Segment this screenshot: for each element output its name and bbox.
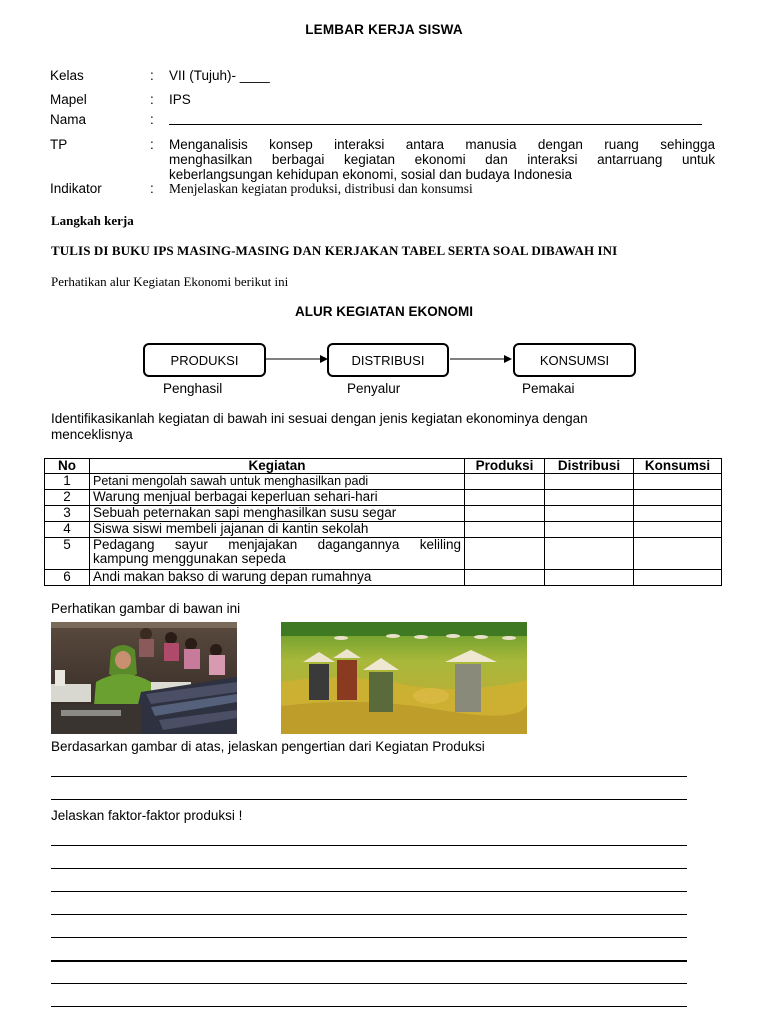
row-no: 4: [45, 522, 90, 538]
check-cell-distribusi[interactable]: [545, 474, 634, 490]
check-cell-produksi[interactable]: [465, 538, 545, 570]
page-title: LEMBAR KERJA SISWA: [305, 22, 463, 37]
flow-box-distribusi-label: DISTRIBUSI: [351, 352, 425, 368]
answer-line-10[interactable]: [51, 1006, 687, 1007]
tp-line-1: Menganalisis konsep interaksi antara manusia dengan ruang sehingga: [169, 137, 715, 152]
check-cell-konsumsi[interactable]: [634, 490, 722, 506]
kelas-label: Kelas: [50, 68, 84, 83]
answer-line-7[interactable]: [51, 937, 687, 938]
check-cell-konsumsi[interactable]: [634, 474, 722, 490]
answer-line-3[interactable]: [51, 845, 687, 846]
check-cell-distribusi[interactable]: [545, 570, 634, 586]
header-produksi: Produksi: [465, 459, 545, 474]
answer-line-1[interactable]: [51, 776, 687, 777]
check-cell-produksi[interactable]: [465, 522, 545, 538]
flow-box-produksi-label: PRODUKSI: [170, 352, 239, 368]
check-cell-distribusi[interactable]: [545, 538, 634, 570]
arrow-distribusi-konsumsi: [449, 352, 515, 366]
flow-caption-penyalur: Penyalur: [347, 381, 401, 396]
row-no: 1: [45, 474, 90, 490]
row-kegiatan-line-1: Pedagang sayur menjajakan dagangannya keliling: [93, 537, 461, 552]
tp-line-3: keberlangsungan kehidupan ekonomi, sosial dan budaya Indonesia: [169, 167, 573, 182]
row-kegiatan: Petani mengolah sawah untuk menghasilkan padi: [90, 474, 465, 490]
table-row: [45, 522, 722, 538]
tp-text: [169, 137, 715, 182]
check-cell-produksi[interactable]: [465, 570, 545, 586]
tp-colon: :: [150, 137, 154, 152]
flow-title: ALUR KEGIATAN EKONOMI: [295, 304, 473, 319]
row-kegiatan-line-2: kampung menggunakan sepeda: [93, 551, 286, 566]
arrow-produksi-distribusi: [264, 352, 330, 366]
header-konsumsi: Konsumsi: [634, 459, 722, 474]
flow-caption-pemakai: Pemakai: [522, 381, 575, 396]
row-kegiatan: Warung menjual berbagai keperluan sehari-hari: [90, 490, 465, 506]
answer-line-5[interactable]: [51, 891, 687, 892]
table-row: [45, 506, 722, 522]
check-cell-distribusi[interactable]: [545, 522, 634, 538]
question-2: Jelaskan faktor-faktor produksi !: [51, 808, 243, 823]
table-row: [45, 474, 722, 490]
check-cell-konsumsi[interactable]: [634, 506, 722, 522]
kelas-colon: :: [150, 68, 154, 83]
table-row: [45, 570, 722, 586]
check-cell-konsumsi[interactable]: [634, 570, 722, 586]
table-row: [45, 490, 722, 506]
rice-harvest-photo: [281, 622, 527, 734]
tp-label: TP: [50, 137, 68, 152]
flow-box-konsumsi-label: KONSUMSI: [539, 352, 610, 368]
identify-line-1: Identifikasikanlah kegiatan di bawah ini sesuai dengan jenis kegiatan ekonominya dengan: [51, 411, 588, 426]
mapel-value: IPS: [169, 92, 191, 107]
row-no: 5: [45, 538, 90, 570]
header-distribusi: Distribusi: [545, 459, 634, 474]
langkah-instruction: TULIS DI BUKU IPS MASING-MASING DAN KERJAKAN TABEL SERTA SOAL DIBAWAH INI: [51, 243, 618, 258]
check-cell-konsumsi[interactable]: [634, 522, 722, 538]
answer-line-2[interactable]: [51, 799, 687, 800]
nama-fill-line[interactable]: [169, 124, 702, 125]
nama-label: Nama: [50, 112, 87, 127]
row-kegiatan: Sebuah peternakan sapi menghasilkan susu segar: [90, 506, 465, 522]
header-kegiatan: Kegiatan: [90, 459, 465, 474]
identify-line-2: menceklisnya: [51, 427, 133, 442]
answer-line-8[interactable]: [51, 960, 687, 962]
check-cell-produksi[interactable]: [465, 506, 545, 522]
check-cell-distribusi[interactable]: [545, 490, 634, 506]
answer-line-6[interactable]: [51, 914, 687, 915]
check-cell-distribusi[interactable]: [545, 506, 634, 522]
langkah-heading: Langkah kerja: [51, 213, 134, 228]
flow-box-distribusi: [327, 343, 449, 377]
row-kegiatan: Siswa siswi membeli jajanan di kantin sekolah: [90, 522, 465, 538]
garment-factory-photo: [51, 622, 237, 734]
answer-line-4[interactable]: [51, 868, 687, 869]
check-cell-konsumsi[interactable]: [634, 538, 722, 570]
langkah-intro: Perhatikan alur Kegiatan Ekonomi berikut ini: [51, 274, 289, 289]
tp-line-2: menghasilkan berbagai kegiatan ekonomi dan interaksi antarruang untuk: [169, 152, 715, 167]
flow-box-produksi: [143, 343, 266, 377]
table-header-row: [45, 459, 722, 474]
check-cell-produksi[interactable]: [465, 474, 545, 490]
question-1: Berdasarkan gambar di atas, jelaskan pengertian dari Kegiatan Produksi: [51, 739, 485, 754]
pictures-intro: Perhatikan gambar di bawan ini: [51, 601, 241, 616]
kelas-value: VII (Tujuh)- ____: [169, 68, 270, 83]
mapel-colon: :: [150, 92, 154, 107]
row-kegiatan: Andi makan bakso di warung depan rumahnya: [90, 570, 465, 586]
answer-line-9[interactable]: [51, 983, 687, 984]
flow-caption-penghasil: Penghasil: [163, 381, 223, 396]
indikator-label: Indikator: [50, 181, 102, 196]
row-no: 3: [45, 506, 90, 522]
indikator-colon: :: [150, 181, 154, 196]
indikator-value: Menjelaskan kegiatan produksi, distribusi dan konsumsi: [169, 181, 473, 196]
row-no: 2: [45, 490, 90, 506]
check-cell-produksi[interactable]: [465, 490, 545, 506]
header-no: No: [45, 459, 90, 474]
nama-colon: :: [150, 112, 154, 127]
row-no: 6: [45, 570, 90, 586]
mapel-label: Mapel: [50, 92, 87, 107]
table-row: [45, 538, 722, 570]
flow-box-konsumsi: [513, 343, 636, 377]
row-kegiatan: [90, 538, 465, 570]
kegiatan-table: [44, 458, 722, 586]
